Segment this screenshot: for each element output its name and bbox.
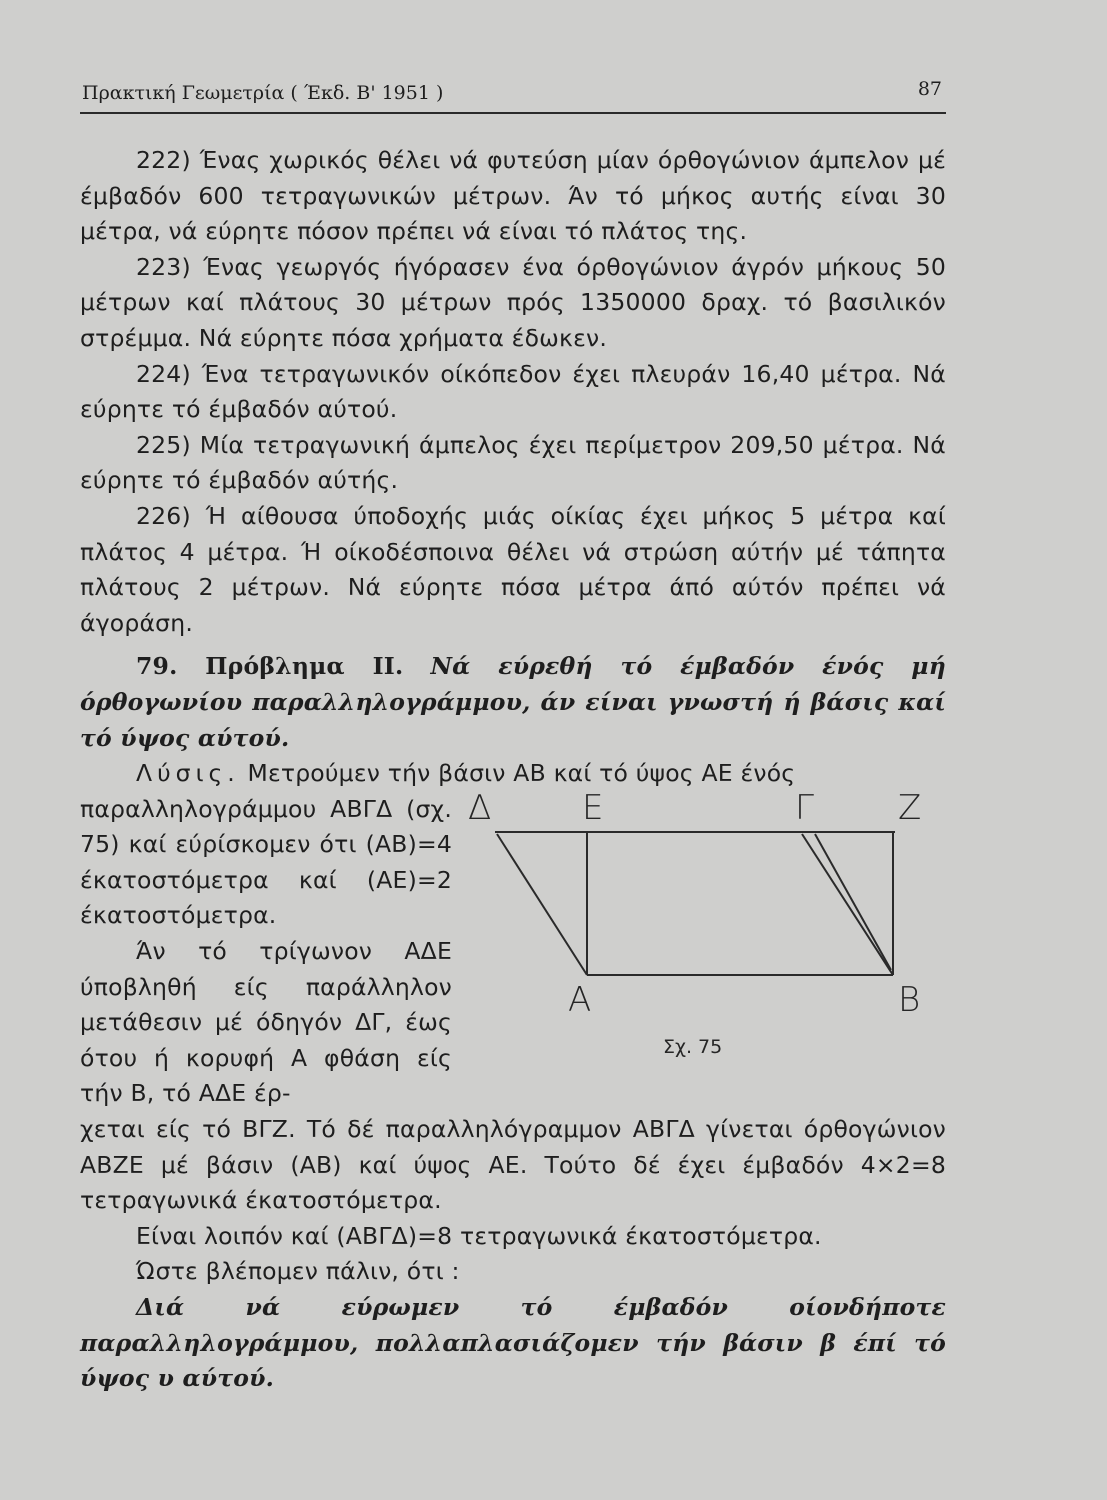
label-a: Α <box>568 980 592 1020</box>
label-delta: Δ <box>468 788 492 828</box>
running-title: Πρακτική Γεωμετρία ( Έκδ. Β' 1951 ) <box>82 82 444 104</box>
solution-so-line: Ώστε βλέπομεν πάλιν, ότι : <box>136 1257 460 1286</box>
label-b: Β <box>898 980 921 1020</box>
exercise-223: 223) Ένας γεωργός ήγόρασεν ένα όρθογώνιον άγρόν μήκους 50 μέτρων καί πλάτους 30 μέτρων πρός 1350000 δραχ. τό βασιλικόν στρέμμα. Νά εύρητε πόσα χρήματα έδωκεν. <box>80 252 946 352</box>
exercise-222: 222) Ένας χωρικός θέλει νά φυτεύση μίαν όρθογώνιον άμπελον μέ έμβαδόν 600 τετραγωνικών μέτρων. Άν τό μήκος αυτής είναι 30 μέτρα, νά εύρητε πόσον πρέπει νά είναι τό πλάτος της. <box>80 146 946 246</box>
solution-wrap-2: Άν τό τρίγωνον ΑΔΕ ύποβληθή είς παράλληλον μετάθεσιν μέ όδηγόν ΔΓ, έως ότου ή κορυφή Α φθάση είς τήν Β, τό ΑΔΕ έρ- <box>80 937 452 1108</box>
solution-after-wrap: χεται είς τό ΒΓΖ. Τό δέ παραλληλόγραμμον ΑΒΓΔ γίνεται όρθογώνιον ΑΒΖΕ μέ βάσιν (ΑΒ) καί ύψος ΑΕ. Τούτο δέ έχει έμβαδόν 4×2=8 τετραγωνικά έκατοστόμετρα. <box>80 1115 946 1215</box>
solution-wrap-1: παραλληλογράμμου ΑΒΓΔ (σχ. 75) καί εύρίσκομεν ότι (ΑΒ)=4 έκατοστόμετρα καί (ΑΕ)=2 έκατοστόμετρα. <box>80 794 452 930</box>
conclusion-rule: Διά νά εύρωμεν τό έμβαδόν οίονδήποτε παραλληλογράμμου, πολλαπλασιάζομεν τήν βάσιν β έπί τό ύψος υ αύτού. <box>80 1293 946 1393</box>
problem-number: 79. Πρόβλημα ΙΙ. <box>136 652 404 681</box>
figure-75 <box>450 780 950 1070</box>
edge-bg-shadow <box>815 834 891 970</box>
solution-label: Λύσις. <box>136 759 240 788</box>
edge-bg <box>802 834 893 975</box>
label-e: Ε <box>582 788 604 828</box>
solution-area-line: Είναι λοιπόν καί (ΑΒΓΔ)=8 τετραγωνικά έκατοστόμετρα. <box>136 1221 822 1250</box>
label-z: Ζ <box>898 788 922 828</box>
exercise-225: 225) Μία τετραγωνική άμπελος έχει περίμετρον 209,50 μέτρα. Νά εύρητε τό έμβαδόν αύτής. <box>80 430 946 495</box>
parallelogram-diagram <box>450 780 950 1070</box>
page-header <box>80 78 946 114</box>
figure-caption: Σχ. 75 <box>663 1036 723 1058</box>
problem-heading <box>80 649 946 756</box>
body-text <box>80 143 946 1397</box>
solution-line-1: Μετρούμεν τήν βάσιν ΑΒ καί τό ύψος ΑΕ ένός <box>247 759 796 788</box>
label-gamma: Γ <box>795 788 814 828</box>
problem-statement: Νά εύρεθή τό έμβαδόν ένός μή όρθογωνίου παραλληλογράμμου, άν είναι γνωστή ή βάσις καί τό ύψος αύτού. <box>80 652 946 752</box>
exercise-226: 226) Ή αίθουσα ύποδοχής μιάς οίκίας έχει μήκος 5 μέτρα καί πλάτος 4 μέτρα. Ή οίκοδέσποινα θέλει νά στρώση αύτήν μέ τάπητα πλάτους 2 μέτρων. Νά εύρητε πόσα μέτρα άπό αύτόν πρέπει νά άγοράση. <box>80 501 946 637</box>
page-number: 87 <box>917 78 942 100</box>
edge-ad <box>497 834 587 975</box>
exercise-224: 224) Ένα τετραγωνικόν οίκόπεδον έχει πλευράν 16,40 μέτρα. Νά εύρητε τό έμβαδόν αύτού. <box>80 359 946 424</box>
